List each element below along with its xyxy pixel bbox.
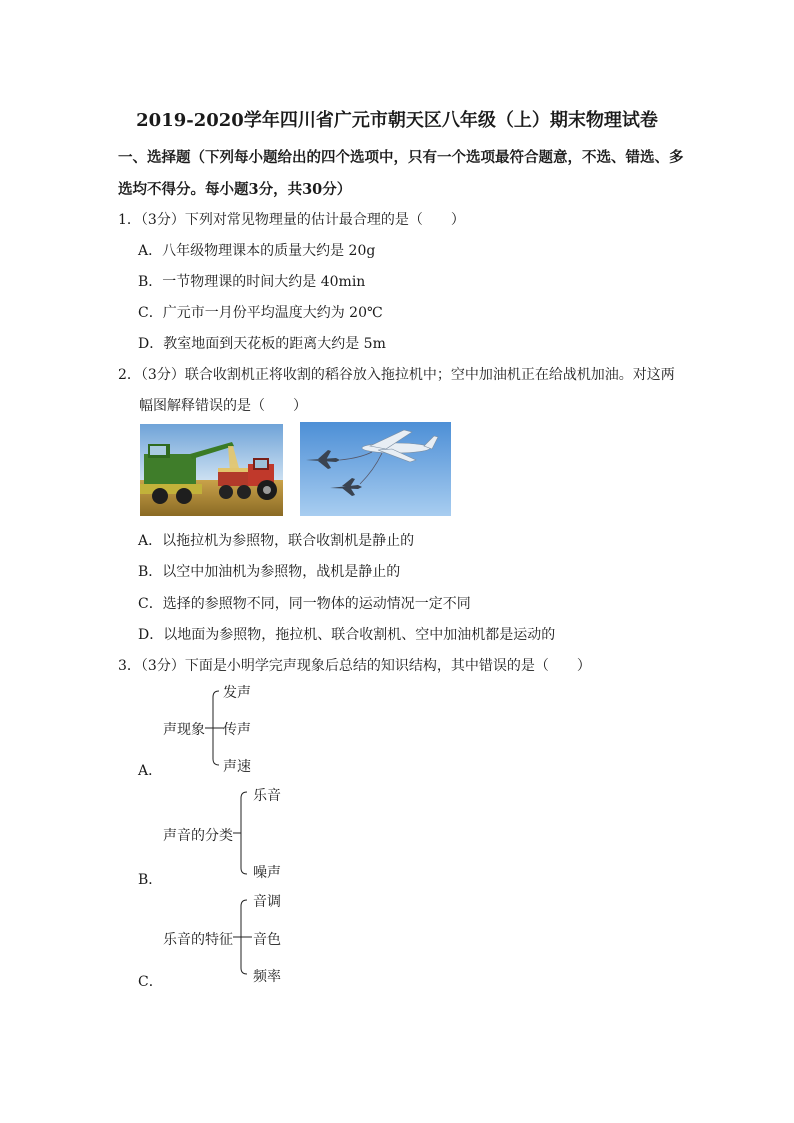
tree-a-branch-2: 传声 xyxy=(223,722,251,738)
question-1-option-a: A．八年级物理课本的质量大约是 20g xyxy=(138,243,376,259)
section-heading-line2: 选均不得分。每小题3分，共30分） xyxy=(118,181,352,198)
tree-c-branch-3: 频率 xyxy=(253,969,281,985)
question-3-option-b-letter: B． xyxy=(138,872,163,888)
section-heading-line1: 一、选择题（下列每小题给出的四个选项中，只有一个选项最符合题意，不选、错选、多 xyxy=(118,149,684,166)
tree-b-bracket xyxy=(233,788,253,878)
question-1-option-b: B．一节物理课的时间大约是 40min xyxy=(138,274,366,290)
question-2-option-b: B．以空中加油机为参照物，战机是静止的 xyxy=(138,564,401,580)
tree-c-branch-2: 音色 xyxy=(253,932,281,948)
question-2-option-c: C．选择的参照物不同，同一物体的运动情况一定不同 xyxy=(138,596,471,612)
tree-a-branch-3: 声速 xyxy=(223,759,251,775)
question-2-stem-line1: 2．（3分）联合收割机正将收割的稻谷放入拖拉机中；空中加油机正在给战机加油。对这两 xyxy=(118,367,675,383)
question-2-stem-line2: 幅图解释错误的是（ ） xyxy=(139,398,307,414)
tree-b-branch-1: 乐音 xyxy=(253,788,281,804)
question-2-option-a: A．以拖拉机为参照物，联合收割机是静止的 xyxy=(138,533,415,549)
tree-c-root: 乐音的特征 xyxy=(163,932,233,948)
tree-c-bracket xyxy=(233,897,253,977)
tree-b-root: 声音的分类 xyxy=(163,828,233,844)
aerial-refueling-photo xyxy=(300,422,451,516)
question-1-stem: 1．（3分）下列对常见物理量的估计最合理的是（ ） xyxy=(118,212,465,228)
harvester-tractor-photo xyxy=(140,424,283,516)
question-3-stem: 3．（3分）下面是小明学完声现象后总结的知识结构，其中错误的是（ ） xyxy=(118,658,591,674)
tree-a-branch-1: 发声 xyxy=(223,685,251,701)
tree-c-branch-1: 音调 xyxy=(253,894,281,910)
question-2-option-d: D．以地面为参照物，拖拉机、联合收割机、空中加油机都是运动的 xyxy=(138,627,556,643)
page-title: 2019-2020学年四川省广元市朝天区八年级（上）期末物理试卷 xyxy=(136,110,658,131)
question-3-option-c-letter: C． xyxy=(138,974,163,990)
tree-a-bracket xyxy=(205,688,225,768)
tree-b-branch-2: 噪声 xyxy=(253,865,281,881)
question-1-option-d: D．教室地面到天花板的距离大约是 5m xyxy=(138,336,386,352)
question-3-option-a-letter: A． xyxy=(138,763,163,779)
tree-a-root: 声现象 xyxy=(163,722,205,738)
question-1-option-c: C．广元市一月份平均温度大约为 20℃ xyxy=(138,305,383,321)
